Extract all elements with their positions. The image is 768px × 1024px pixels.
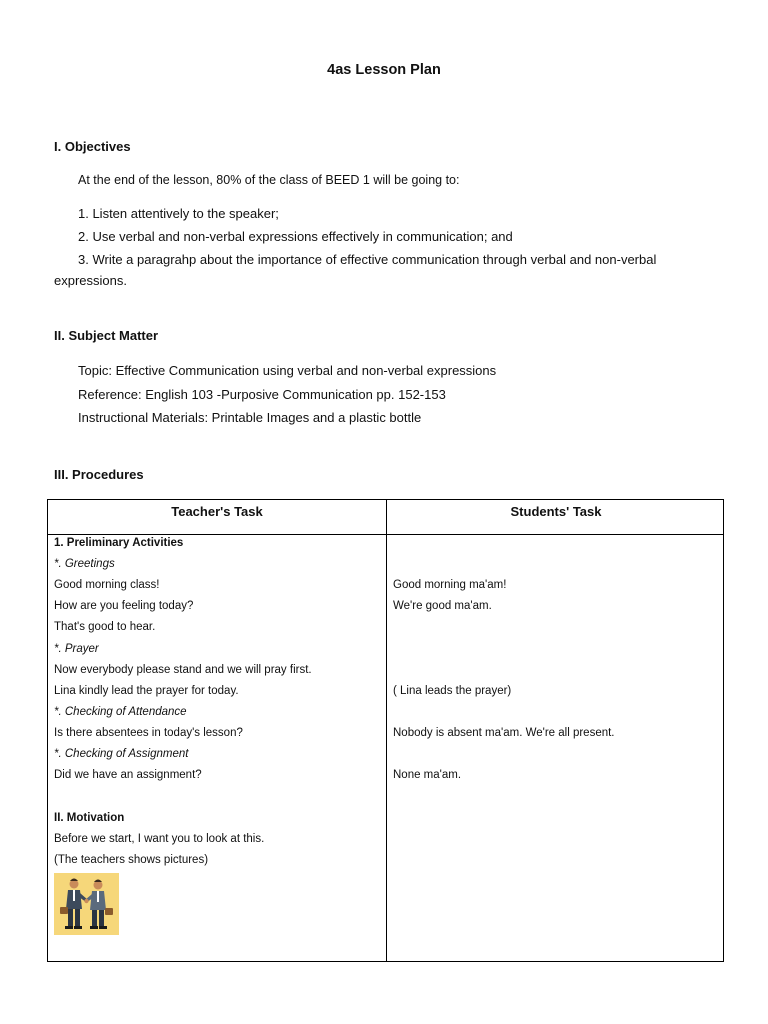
students-task-header: Students' Task — [510, 504, 602, 519]
column-divider — [386, 500, 387, 961]
teacher-row: How are you feeling today? — [54, 600, 194, 612]
teacher-row: *. Greetings — [54, 558, 115, 570]
objective-item-1: 1. Listen attentively to the speaker; — [78, 206, 279, 221]
teacher-row: Lina kindly lead the prayer for today. — [54, 685, 239, 697]
document-title: 4as Lesson Plan — [327, 62, 441, 78]
objectives-heading: I. Objectives — [54, 139, 131, 154]
student-row: Nobody is absent ma'am. We're all present. — [393, 727, 615, 739]
motivation-picture — [54, 873, 119, 935]
subject-topic: Topic: Effective Communication using verbal and non-verbal expressions — [78, 363, 497, 378]
procedures-table — [47, 499, 724, 962]
teacher-row: 1. Preliminary Activities — [54, 537, 184, 549]
student-row: ( Lina leads the prayer) — [393, 685, 512, 697]
objective-item-3: 3. Write a paragrahp about the importance of effective communication through verbal and non-verbal expressions. — [54, 252, 657, 288]
teacher-row: Did we have an assignment? — [54, 769, 202, 781]
student-row: Good morning ma'am! — [393, 579, 507, 591]
teacher-row: Before we start, I want you to look at this. — [54, 833, 265, 845]
teacher-row: Now everybody please stand and we will pray first. — [54, 664, 312, 676]
teacher-row: Is there absentees in today's lesson? — [54, 727, 243, 739]
student-row: We're good ma'am. — [393, 600, 492, 612]
subject-materials: Instructional Materials: Printable Images and a plastic bottle — [78, 410, 422, 425]
header-divider — [48, 534, 723, 535]
teacher-row: Good morning class! — [54, 579, 160, 591]
objective-item-2: 2. Use verbal and non-verbal expressions effectively in communication; and — [78, 229, 513, 244]
objectives-intro: At the end of the lesson, 80% of the class of BEED 1 will be going to: — [78, 173, 460, 187]
teacher-row: *. Prayer — [54, 643, 99, 655]
businessmen-handshake-image — [54, 873, 119, 935]
subject-matter-heading: II. Subject Matter — [54, 328, 159, 343]
teacher-row: II. Motivation — [54, 812, 125, 824]
teacher-row: *. Checking of Assignment — [54, 748, 189, 760]
teacher-row: *. Checking of Attendance — [54, 706, 187, 718]
teacher-row: (The teachers shows pictures) — [54, 854, 209, 866]
teacher-row: That's good to hear. — [54, 621, 156, 633]
procedures-heading: III. Procedures — [54, 467, 144, 482]
teacher-task-header: Teacher's Task — [171, 504, 263, 519]
subject-reference: Reference: English 103 -Purposive Communication pp. 152-153 — [78, 387, 446, 402]
student-row: None ma'am. — [393, 769, 462, 781]
